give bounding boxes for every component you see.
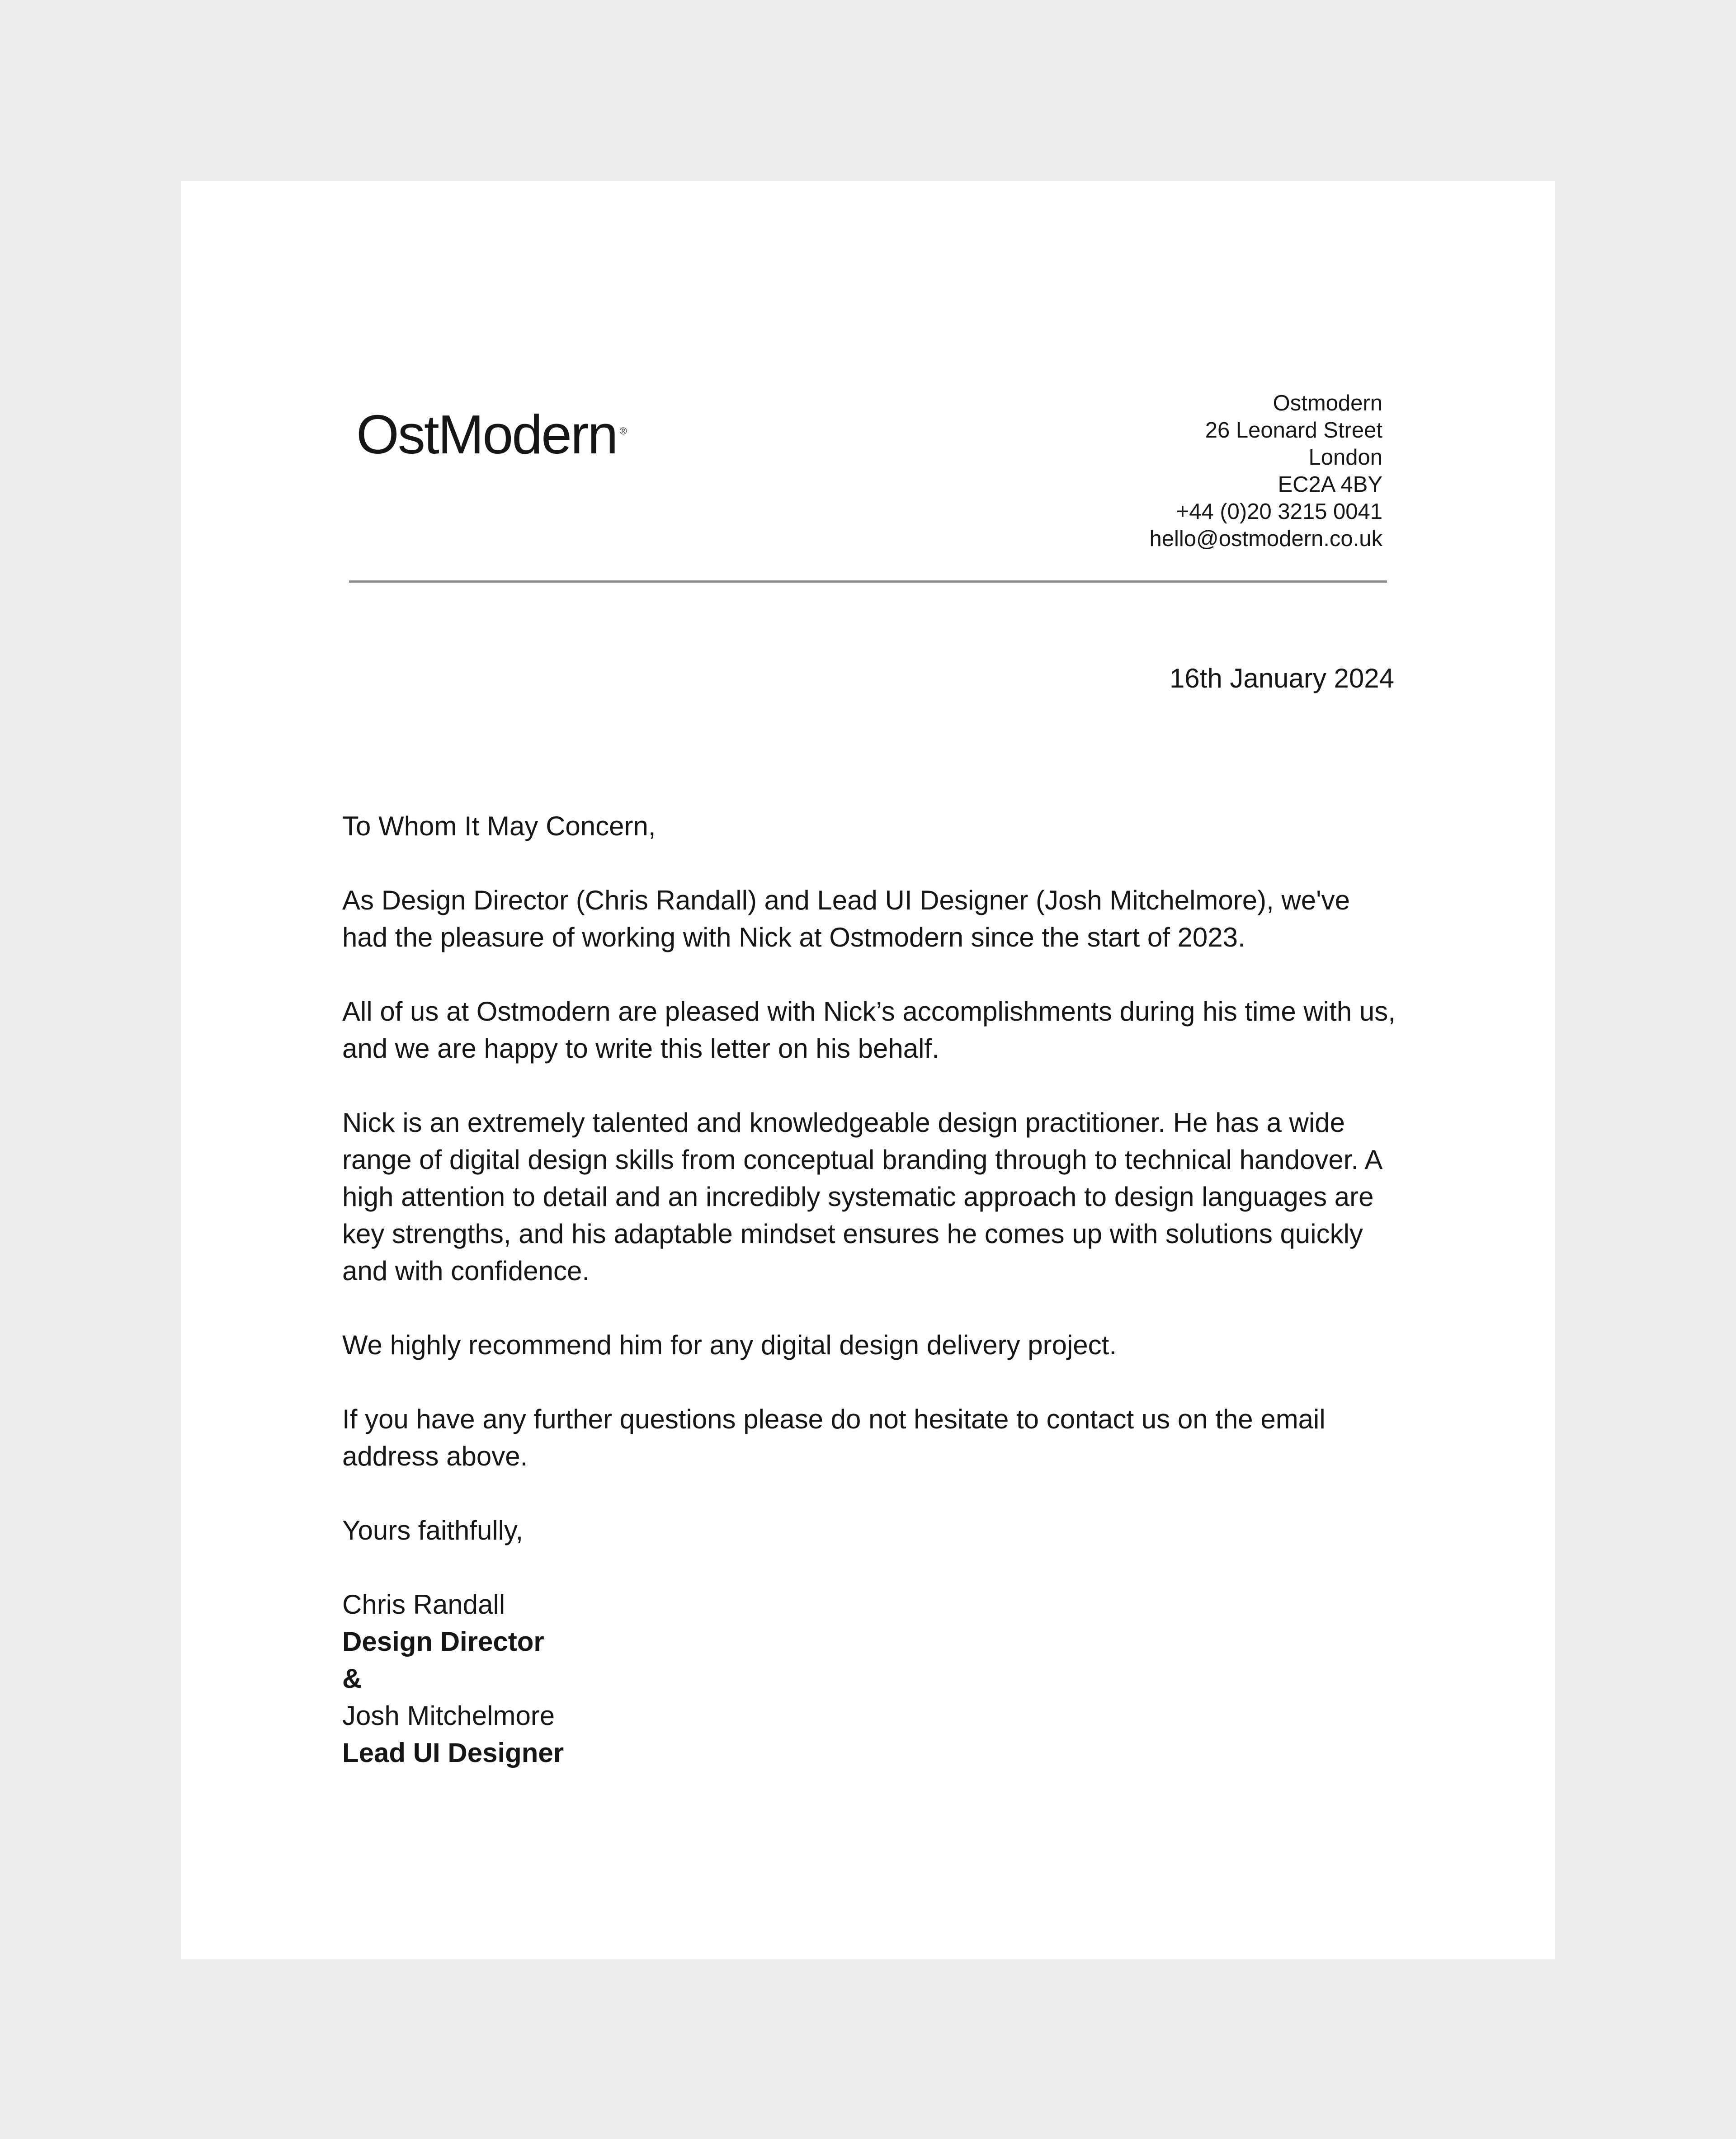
address-company-name: Ostmodern	[1273, 391, 1382, 415]
salutation: To Whom It May Concern,	[342, 811, 656, 841]
header-divider	[349, 580, 1387, 583]
signatory-name-2: Josh Mitchelmore	[342, 1701, 555, 1731]
signatory-title-1: Design Director	[342, 1626, 544, 1657]
signatory-name-1: Chris Randall	[342, 1589, 505, 1620]
address-phone: +44 (0)20 3215 0041	[1176, 499, 1382, 524]
registered-mark-icon: ®	[619, 425, 627, 437]
signatory-joiner: &	[342, 1663, 362, 1694]
company-address	[1149, 390, 1382, 552]
address-street: 26 Leonard Street	[1205, 418, 1382, 443]
address-email: hello@ostmodern.co.uk	[1149, 527, 1382, 551]
paragraph-accomplishments: All of us at Ostmodern are pleased with Nick’s accomplishments during his time with us, and we are happy to write this letter on his behalf.	[342, 996, 1396, 1064]
signatory-title-2: Lead UI Designer	[342, 1738, 564, 1768]
closing: Yours faithfully,	[342, 1515, 524, 1545]
paragraph-intro: As Design Director (Chris Randall) and Lead UI Designer (Josh Mitchelmore), we've had the pleasure of working with Nick at Ostmodern since the start of 2023.	[342, 885, 1350, 952]
paragraph-recommendation: We highly recommend him for any digital design delivery project.	[342, 1330, 1117, 1360]
letter-date: 16th January 2024	[1169, 663, 1394, 693]
letter-body	[342, 808, 1396, 1772]
paragraph-skills: Nick is an extremely talented and knowledgeable design practitioner. He has a wide range of digital design skills from conceptual branding through to technical handover. A high attention to detail and an incredibly systematic approach to design languages are key strengths, and his adaptable mindset ensures he comes up with solutions quickly and with confidence.	[342, 1107, 1382, 1286]
company-logo	[356, 404, 627, 465]
address-city: London	[1308, 445, 1382, 470]
logo-text: OstModern	[356, 404, 617, 465]
paragraph-contact: If you have any further questions please do not hesitate to contact us on the email address above.	[342, 1404, 1326, 1471]
signature-block	[342, 1586, 1396, 1772]
address-postcode: EC2A 4BY	[1278, 472, 1382, 497]
